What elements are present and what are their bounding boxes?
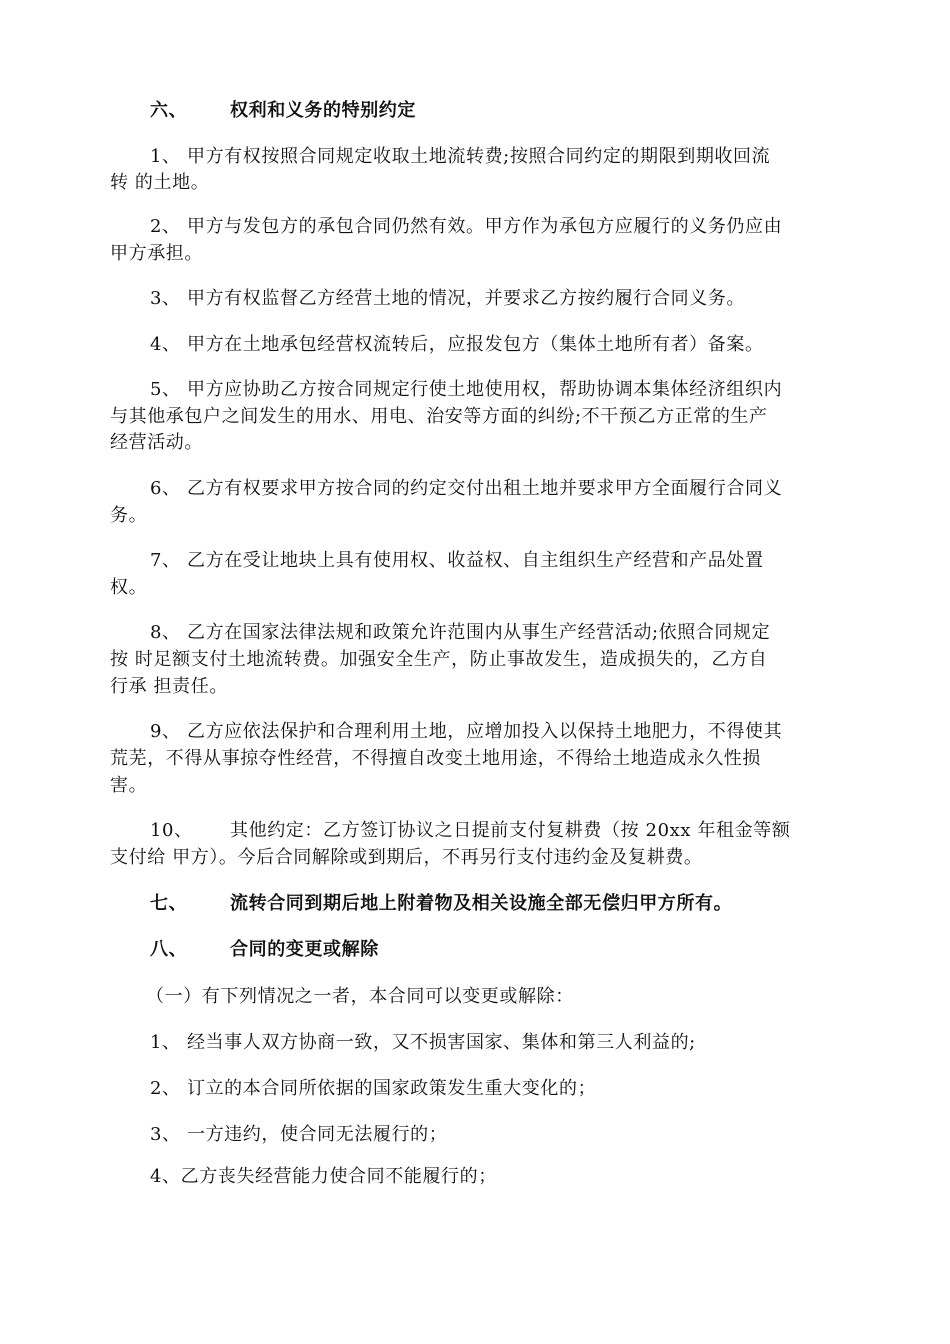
- clause-6-10-number: 10、: [150, 820, 193, 841]
- clause-6-2-line-2: 甲方承担。: [110, 243, 203, 264]
- section-8-heading: [150, 939, 379, 961]
- section-6-heading: [150, 100, 416, 122]
- section-6-title: 权利和义务的特别约定: [230, 100, 416, 121]
- clause-6-10-line-1: [150, 820, 790, 842]
- clause-6-8-line-3: 行承 担责任。: [110, 676, 228, 697]
- section-8-number: 八、: [150, 939, 188, 960]
- clause-6-9-line-1: 9、 乙方应依法保护和合理利用土地，应增加投入以保持土地肥力，不得使其: [150, 721, 783, 742]
- clause-8-3: 3、 一方违约，使合同无法履行的；: [150, 1124, 448, 1145]
- clause-6-7-line-2: 权。: [110, 577, 148, 598]
- clause-6-4: 4、 甲方在土地承包经营权流转后，应报发包方（集体土地所有者）备案。: [150, 334, 764, 355]
- clause-6-5-line-2: 与其他承包户之间发生的用水、用电、治安等方面的纠纷;不干预乙方正常的生产: [110, 406, 768, 427]
- clause-6-8-line-2: 按 时足额支付土地流转费。加强安全生产，防止事故发生，造成损失的，乙方自: [110, 649, 768, 670]
- section-7-number: 七、: [150, 893, 188, 914]
- section-7-title: 流转合同到期后地上附着物及相关设施全部无偿归甲方所有。: [230, 893, 733, 914]
- clause-6-5-line-1: 5、 甲方应协助乙方按合同规定行使土地使用权，帮助协调本集体经济组织内: [150, 379, 783, 400]
- section-7-heading: [150, 893, 732, 915]
- clause-6-5-line-3: 经营活动。: [110, 432, 203, 453]
- clause-8-1: 1、 经当事人双方协商一致，又不损害国家、集体和第三人利益的;: [150, 1032, 696, 1053]
- clause-6-6-line-1: 6、 乙方有权要求甲方按合同的约定交付出租土地并要求甲方全面履行合同义: [150, 478, 783, 499]
- clause-6-6-line-2: 务。: [110, 505, 148, 526]
- section-6-number: 六、: [150, 100, 188, 121]
- clause-6-9-line-2: 荒芜，不得从事掠夺性经营，不得擅自改变土地用途，不得给土地造成永久性损: [110, 748, 761, 769]
- clause-8-4: 4、乙方丧失经营能力使合同不能履行的；: [150, 1166, 497, 1187]
- clause-6-8-line-1: 8、 乙方在国家法律法规和政策允许范围内从事生产经营活动;依照合同规定: [150, 622, 771, 643]
- clause-6-1-line-1: 1、 甲方有权按照合同规定收取土地流转费;按照合同约定的期限到期收回流: [150, 146, 771, 167]
- section-8-intro: （一）有下列情况之一者，本合同可以变更或解除：: [146, 986, 574, 1007]
- clause-6-10-text: 其他约定：乙方签订协议之日提前支付复耕费（按 20xx 年租金等额: [230, 820, 791, 841]
- clause-6-2-line-1: 2、 甲方与发包方的承包合同仍然有效。甲方作为承包方应履行的义务仍应由: [150, 216, 783, 237]
- clause-6-1-line-2: 转 的土地。: [110, 172, 210, 193]
- section-8-title: 合同的变更或解除: [230, 939, 379, 960]
- clause-6-3: 3、 甲方有权监督乙方经营土地的情况，并要求乙方按约履行合同义务。: [150, 288, 745, 309]
- clause-6-9-line-3: 害。: [110, 775, 148, 796]
- clause-8-2: 2、 订立的本合同所依据的国家政策发生重大变化的；: [150, 1078, 597, 1099]
- clause-6-7-line-1: 7、 乙方在受让地块上具有使用权、收益权、自主组织生产经营和产品处置: [150, 550, 764, 571]
- clause-6-10-line-2: 支付给 甲方）。今后合同解除或到期后，不再另行支付违约金及复耕费。: [110, 847, 703, 868]
